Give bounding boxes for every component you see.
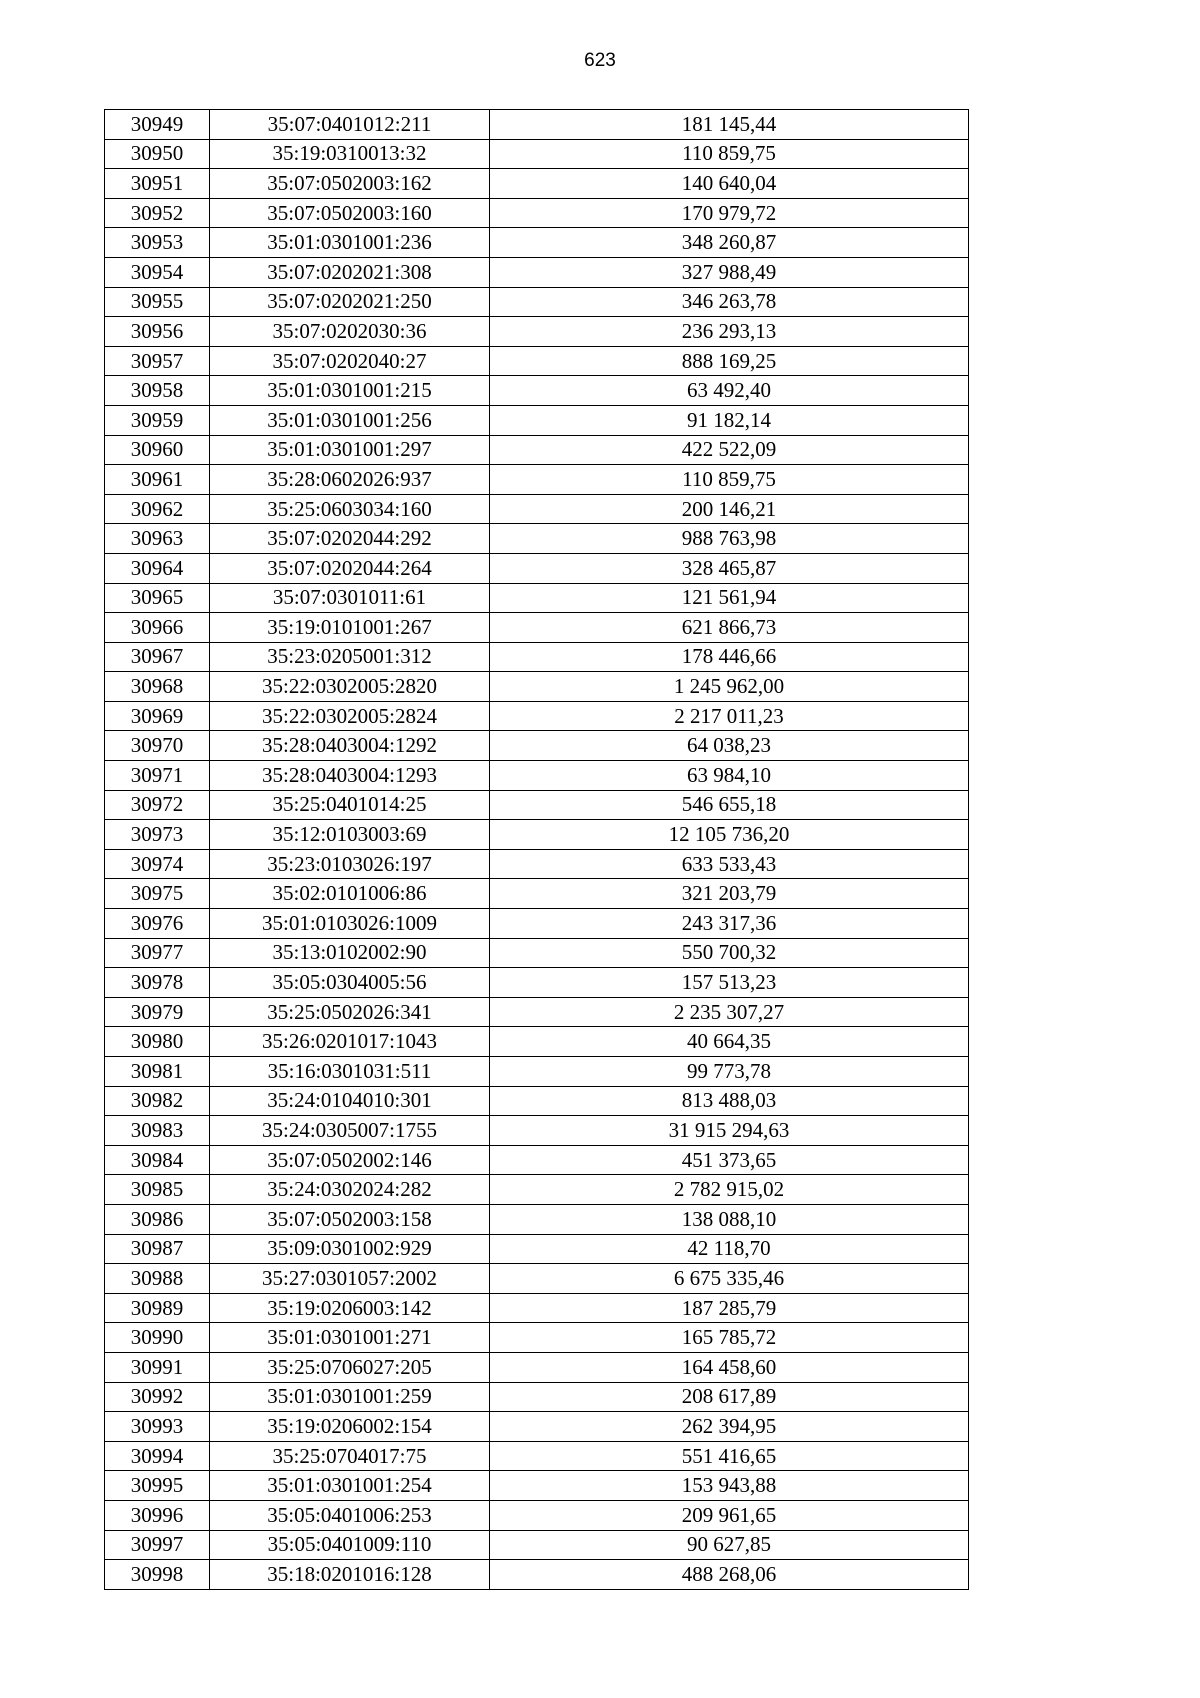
table-row — [105, 879, 969, 909]
cadastral-value-cell: 12 105 736,20 — [490, 820, 969, 850]
row-number-cell: 30990 — [105, 1323, 210, 1353]
cadastral-number-cell: 35:28:0403004:1292 — [210, 731, 490, 761]
cadastral-number-cell: 35:16:0301031:511 — [210, 1057, 490, 1087]
cadastral-number-cell: 35:19:0206003:142 — [210, 1293, 490, 1323]
cadastral-value-cell: 170 979,72 — [490, 198, 969, 228]
row-number-cell: 30952 — [105, 198, 210, 228]
table-row — [105, 761, 969, 791]
cadastral-number-cell: 35:25:0401014:25 — [210, 790, 490, 820]
table-row — [105, 790, 969, 820]
cadastral-value-cell: 888 169,25 — [490, 346, 969, 376]
cadastral-number-cell: 35:18:0201016:128 — [210, 1560, 490, 1590]
row-number-cell: 30953 — [105, 228, 210, 258]
row-number-cell: 30959 — [105, 405, 210, 435]
table-row — [105, 938, 969, 968]
table-row — [105, 1204, 969, 1234]
table-row — [105, 997, 969, 1027]
cadastral-value-cell: 153 943,88 — [490, 1471, 969, 1501]
row-number-cell: 30976 — [105, 909, 210, 939]
row-number-cell: 30962 — [105, 494, 210, 524]
cadastral-value-cell: 621 866,73 — [490, 613, 969, 643]
table-row — [105, 1293, 969, 1323]
row-number-cell: 30985 — [105, 1175, 210, 1205]
row-number-cell: 30991 — [105, 1352, 210, 1382]
row-number-cell: 30969 — [105, 701, 210, 731]
cadastral-value-table — [104, 109, 969, 1590]
cadastral-number-cell: 35:13:0102002:90 — [210, 938, 490, 968]
table-row — [105, 553, 969, 583]
row-number-cell: 30981 — [105, 1057, 210, 1087]
cadastral-value-cell: 40 664,35 — [490, 1027, 969, 1057]
row-number-cell: 30963 — [105, 524, 210, 554]
table-row — [105, 1086, 969, 1116]
table-row — [105, 228, 969, 258]
row-number-cell: 30988 — [105, 1264, 210, 1294]
table-row — [105, 317, 969, 347]
cadastral-number-cell: 35:02:0101006:86 — [210, 879, 490, 909]
cadastral-number-cell: 35:24:0305007:1755 — [210, 1116, 490, 1146]
cadastral-value-cell: 346 263,78 — [490, 287, 969, 317]
row-number-cell: 30964 — [105, 553, 210, 583]
table-row — [105, 169, 969, 199]
row-number-cell: 30980 — [105, 1027, 210, 1057]
cadastral-value-cell: 262 394,95 — [490, 1412, 969, 1442]
cadastral-number-cell: 35:07:0401012:211 — [210, 110, 490, 140]
table-row — [105, 613, 969, 643]
cadastral-value-cell: 165 785,72 — [490, 1323, 969, 1353]
table-row — [105, 1530, 969, 1560]
cadastral-number-cell: 35:19:0310013:32 — [210, 139, 490, 169]
cadastral-value-cell: 1 245 962,00 — [490, 672, 969, 702]
cadastral-value-cell: 63 492,40 — [490, 376, 969, 406]
cadastral-number-cell: 35:07:0502003:158 — [210, 1204, 490, 1234]
cadastral-value-cell: 451 373,65 — [490, 1145, 969, 1175]
page-number: 623 — [584, 50, 616, 71]
cadastral-value-cell: 813 488,03 — [490, 1086, 969, 1116]
row-number-cell: 30954 — [105, 257, 210, 287]
row-number-cell: 30998 — [105, 1560, 210, 1590]
cadastral-value-cell: 31 915 294,63 — [490, 1116, 969, 1146]
row-number-cell: 30970 — [105, 731, 210, 761]
row-number-cell: 30971 — [105, 761, 210, 791]
cadastral-number-cell: 35:25:0502026:341 — [210, 997, 490, 1027]
cadastral-number-cell: 35:07:0202044:292 — [210, 524, 490, 554]
cadastral-number-cell: 35:19:0206002:154 — [210, 1412, 490, 1442]
cadastral-value-cell: 2 235 307,27 — [490, 997, 969, 1027]
cadastral-value-cell: 633 533,43 — [490, 849, 969, 879]
cadastral-value-cell: 2 782 915,02 — [490, 1175, 969, 1205]
row-number-cell: 30951 — [105, 169, 210, 199]
cadastral-number-cell: 35:05:0401009:110 — [210, 1530, 490, 1560]
cadastral-number-cell: 35:07:0502002:146 — [210, 1145, 490, 1175]
row-number-cell: 30950 — [105, 139, 210, 169]
cadastral-value-cell: 328 465,87 — [490, 553, 969, 583]
cadastral-number-cell: 35:28:0403004:1293 — [210, 761, 490, 791]
row-number-cell: 30986 — [105, 1204, 210, 1234]
cadastral-number-cell: 35:24:0104010:301 — [210, 1086, 490, 1116]
cadastral-number-cell: 35:07:0202030:36 — [210, 317, 490, 347]
table-row — [105, 110, 969, 140]
row-number-cell: 30966 — [105, 613, 210, 643]
row-number-cell: 30975 — [105, 879, 210, 909]
cadastral-value-cell: 209 961,65 — [490, 1500, 969, 1530]
cadastral-value-cell: 488 268,06 — [490, 1560, 969, 1590]
row-number-cell: 30992 — [105, 1382, 210, 1412]
cadastral-number-cell: 35:05:0304005:56 — [210, 968, 490, 998]
cadastral-value-cell: 348 260,87 — [490, 228, 969, 258]
cadastral-value-cell: 99 773,78 — [490, 1057, 969, 1087]
table-row — [105, 405, 969, 435]
row-number-cell: 30949 — [105, 110, 210, 140]
cadastral-number-cell: 35:07:0202021:308 — [210, 257, 490, 287]
row-number-cell: 30989 — [105, 1293, 210, 1323]
cadastral-value-cell: 236 293,13 — [490, 317, 969, 347]
cadastral-value-cell: 157 513,23 — [490, 968, 969, 998]
table-row — [105, 1264, 969, 1294]
table-row — [105, 1412, 969, 1442]
cadastral-value-cell: 551 416,65 — [490, 1441, 969, 1471]
table-row — [105, 1352, 969, 1382]
row-number-cell: 30994 — [105, 1441, 210, 1471]
cadastral-value-cell: 327 988,49 — [490, 257, 969, 287]
table-row — [105, 465, 969, 495]
cadastral-number-cell: 35:23:0103026:197 — [210, 849, 490, 879]
cadastral-number-cell: 35:07:0202040:27 — [210, 346, 490, 376]
cadastral-number-cell: 35:26:0201017:1043 — [210, 1027, 490, 1057]
cadastral-value-cell: 321 203,79 — [490, 879, 969, 909]
cadastral-number-cell: 35:01:0301001:256 — [210, 405, 490, 435]
cadastral-value-cell: 546 655,18 — [490, 790, 969, 820]
table-row — [105, 524, 969, 554]
cadastral-value-cell: 121 561,94 — [490, 583, 969, 613]
cadastral-number-cell: 35:19:0101001:267 — [210, 613, 490, 643]
cadastral-value-cell: 422 522,09 — [490, 435, 969, 465]
table-row — [105, 1175, 969, 1205]
cadastral-value-cell: 243 317,36 — [490, 909, 969, 939]
cadastral-value-cell: 110 859,75 — [490, 139, 969, 169]
cadastral-value-cell: 2 217 011,23 — [490, 701, 969, 731]
table-row — [105, 1234, 969, 1264]
table-row — [105, 346, 969, 376]
row-number-cell: 30968 — [105, 672, 210, 702]
table-row — [105, 1560, 969, 1590]
cadastral-value-cell: 187 285,79 — [490, 1293, 969, 1323]
table-row — [105, 909, 969, 939]
table-row — [105, 1441, 969, 1471]
table-row — [105, 820, 969, 850]
row-number-cell: 30957 — [105, 346, 210, 376]
table-row — [105, 1116, 969, 1146]
cadastral-value-cell: 64 038,23 — [490, 731, 969, 761]
cadastral-value-cell: 90 627,85 — [490, 1530, 969, 1560]
table-row — [105, 701, 969, 731]
table-row — [105, 849, 969, 879]
row-number-cell: 30977 — [105, 938, 210, 968]
table-row — [105, 1323, 969, 1353]
cadastral-value-cell: 208 617,89 — [490, 1382, 969, 1412]
row-number-cell: 30955 — [105, 287, 210, 317]
cadastral-number-cell: 35:28:0602026:937 — [210, 465, 490, 495]
row-number-cell: 30984 — [105, 1145, 210, 1175]
cadastral-value-cell: 181 145,44 — [490, 110, 969, 140]
table-row — [105, 1057, 969, 1087]
cadastral-number-cell: 35:22:0302005:2824 — [210, 701, 490, 731]
row-number-cell: 30979 — [105, 997, 210, 1027]
cadastral-value-cell: 110 859,75 — [490, 465, 969, 495]
table-row — [105, 257, 969, 287]
cadastral-number-cell: 35:01:0301001:297 — [210, 435, 490, 465]
row-number-cell: 30982 — [105, 1086, 210, 1116]
cadastral-number-cell: 35:01:0301001:215 — [210, 376, 490, 406]
row-number-cell: 30974 — [105, 849, 210, 879]
row-number-cell: 30997 — [105, 1530, 210, 1560]
table-row — [105, 1027, 969, 1057]
cadastral-number-cell: 35:07:0301011:61 — [210, 583, 490, 613]
cadastral-value-cell: 140 640,04 — [490, 169, 969, 199]
cadastral-number-cell: 35:27:0301057:2002 — [210, 1264, 490, 1294]
cadastral-number-cell: 35:23:0205001:312 — [210, 642, 490, 672]
table-row — [105, 376, 969, 406]
row-number-cell: 30983 — [105, 1116, 210, 1146]
row-number-cell: 30973 — [105, 820, 210, 850]
cadastral-number-cell: 35:25:0704017:75 — [210, 1441, 490, 1471]
cadastral-number-cell: 35:22:0302005:2820 — [210, 672, 490, 702]
row-number-cell: 30995 — [105, 1471, 210, 1501]
table-row — [105, 672, 969, 702]
row-number-cell: 30972 — [105, 790, 210, 820]
cadastral-number-cell: 35:01:0301001:259 — [210, 1382, 490, 1412]
row-number-cell: 30978 — [105, 968, 210, 998]
row-number-cell: 30960 — [105, 435, 210, 465]
cadastral-value-cell: 164 458,60 — [490, 1352, 969, 1382]
cadastral-number-cell: 35:24:0302024:282 — [210, 1175, 490, 1205]
row-number-cell: 30965 — [105, 583, 210, 613]
cadastral-number-cell: 35:05:0401006:253 — [210, 1500, 490, 1530]
table-row — [105, 1500, 969, 1530]
cadastral-number-cell: 35:01:0103026:1009 — [210, 909, 490, 939]
row-number-cell: 30956 — [105, 317, 210, 347]
cadastral-value-cell: 63 984,10 — [490, 761, 969, 791]
cadastral-value-cell: 550 700,32 — [490, 938, 969, 968]
row-number-cell: 30987 — [105, 1234, 210, 1264]
row-number-cell: 30961 — [105, 465, 210, 495]
table-row — [105, 583, 969, 613]
table-row — [105, 968, 969, 998]
row-number-cell: 30967 — [105, 642, 210, 672]
table-row — [105, 1471, 969, 1501]
table-row — [105, 139, 969, 169]
table-row — [105, 731, 969, 761]
cadastral-number-cell: 35:07:0202044:264 — [210, 553, 490, 583]
table-row — [105, 1382, 969, 1412]
table-row — [105, 494, 969, 524]
cadastral-value-cell: 200 146,21 — [490, 494, 969, 524]
cadastral-value-cell: 6 675 335,46 — [490, 1264, 969, 1294]
row-number-cell: 30958 — [105, 376, 210, 406]
table-row — [105, 1145, 969, 1175]
row-number-cell: 30996 — [105, 1500, 210, 1530]
table-row — [105, 198, 969, 228]
cadastral-number-cell: 35:25:0603034:160 — [210, 494, 490, 524]
cadastral-value-cell: 42 118,70 — [490, 1234, 969, 1264]
table-body — [105, 110, 969, 1590]
cadastral-number-cell: 35:01:0301001:271 — [210, 1323, 490, 1353]
cadastral-number-cell: 35:07:0202021:250 — [210, 287, 490, 317]
cadastral-number-cell: 35:01:0301001:236 — [210, 228, 490, 258]
cadastral-value-cell: 138 088,10 — [490, 1204, 969, 1234]
table-row — [105, 642, 969, 672]
cadastral-value-cell: 988 763,98 — [490, 524, 969, 554]
table-row — [105, 287, 969, 317]
cadastral-value-cell: 178 446,66 — [490, 642, 969, 672]
cadastral-number-cell: 35:07:0502003:160 — [210, 198, 490, 228]
cadastral-number-cell: 35:01:0301001:254 — [210, 1471, 490, 1501]
row-number-cell: 30993 — [105, 1412, 210, 1442]
table-row — [105, 435, 969, 465]
cadastral-number-cell: 35:25:0706027:205 — [210, 1352, 490, 1382]
cadastral-number-cell: 35:12:0103003:69 — [210, 820, 490, 850]
cadastral-number-cell: 35:07:0502003:162 — [210, 169, 490, 199]
cadastral-value-cell: 91 182,14 — [490, 405, 969, 435]
cadastral-number-cell: 35:09:0301002:929 — [210, 1234, 490, 1264]
